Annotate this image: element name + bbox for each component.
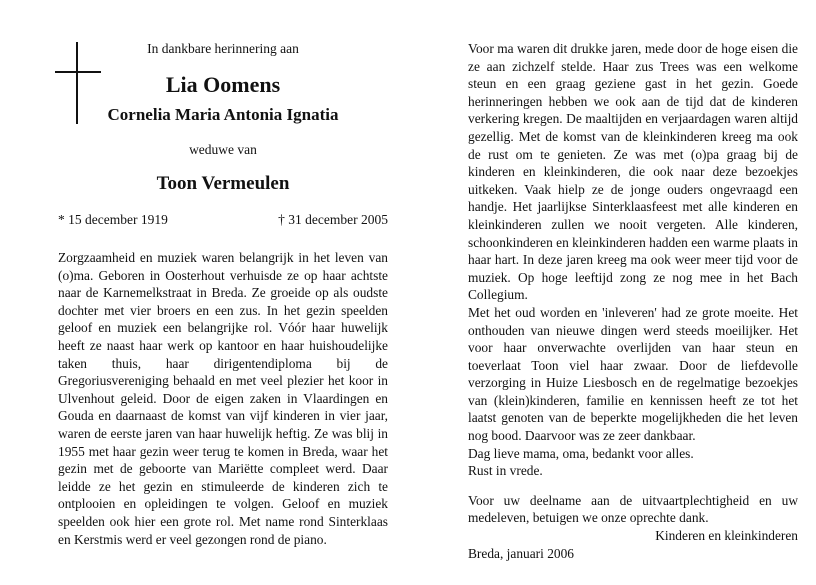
place-date: Breda, januari 2006 <box>468 545 574 561</box>
biography-text: Zorgzaamheid en muziek waren belangrijk in het leven van (o)ma. Geboren in Oosterhout verhuisde ze op haar achtste naar de Karnemelkstraat in Breda. Ze groeide op als oudste dochter met vier broers en een zus. In het gezin speelden geloof en muziek een belangrijke rol. Vóór haar huwelijk heeft ze naast haar werk op kantoor en haar huishoudelijke taken thuis, haar dirigentendiploma bij de Gregoriusvereniging behaald en met veel plezier het koor in Ulvenhout geleid. Door de eigen zaken in Vlaardingen en Gouda en daarnaast de komst van vijf kinderen in vier jaar, waren de eerste jaren van haar huwelijk heftig. Ze was blij in 1955 met haar gezin weer terug te komen in Breda, waar het gezin met de geboorte van Mariëtte compleet werd. Daar leidde ze het gezin en stimuleerde de kinderen zich te ontplooien en opleidingen te volgen. Geloof en muziek speelden ook hier een grote rol. Met name rond Sinterklaas en Kerstmis werd er veel gezongen rond de piano. <box>58 250 388 547</box>
right-paragraph-2: Met het oud worden en 'inleveren' had ze grote moeite. Het onthouden van nieuwe dingen werd steeds moeilijker. Het voor haar onverwachte overlijden van haar steun en toeverlaat Toon viel haar zwaar. Door de liefdevolle verzorging in Huize Liesbosch en de regelmatige bezoekjes van (klein)kinderen, familie en kennissen heeft ze tot het laatst genoten van de beperkte mogelijkheden die het leven nog bood. Daarvoor was ze zeer dankbaar. <box>468 304 798 444</box>
death-date: † 31 december 2005 <box>278 212 388 227</box>
farewell-line-1: Dag lieve mama, oma, bedankt voor alles. <box>468 445 694 461</box>
intro-text: In dankbare herinnering aan <box>147 41 299 56</box>
right-column <box>468 40 798 562</box>
farewell-line-2: Rust in vrede. <box>468 463 543 479</box>
full-name: Cornelia Maria Antonia Ignatia <box>107 105 339 124</box>
widow-of-text: weduwe van <box>189 142 257 157</box>
birth-date: * 15 december 1919 <box>58 212 168 227</box>
spouse-name: Toon Vermeulen <box>156 173 290 194</box>
deceased-name: Lia Oomens <box>165 72 281 97</box>
thanks-text: Voor uw deelname aan de uitvaartplechtigheid en uw medeleven, betuigen we onze oprechte dank. <box>468 492 798 526</box>
signature: Kinderen en kleinkinderen <box>655 528 798 544</box>
right-paragraph-1: Voor ma waren dit drukke jaren, mede door de hoge eisen die ze aan zichzelf stelde. Haar zus Trees was een welkome steun en een graag geziene gast in het gezin. Goede herinneringen hebben we ook aan de tijd dat de kinderen verkering kregen. De maaltijden en verjaardagen waren altijd gezellig. Met de komst van de kleinkinderen kreeg ma ook de rust om te genieten. Ze was met (o)pa graag bij de kinderen en kleinkinderen, die ook naar deze bezoekjes uitkeken. Vaak hielp ze de jonge ouders ongevraagd een handje. Het jaarlijkse Sinterklaasfeest met alle kinderen en kleinkinderen zullen we nooit vergeten. Alle kinderen, schoonkinderen en kleinkinderen hadden een warme plaats in haar hart. In deze jaren kreeg ma ook weer meer tijd voor de muziek. Op hoge leeftijd zong ze nog mee in het Bach Collegium. <box>468 41 798 303</box>
spacer <box>468 480 798 492</box>
